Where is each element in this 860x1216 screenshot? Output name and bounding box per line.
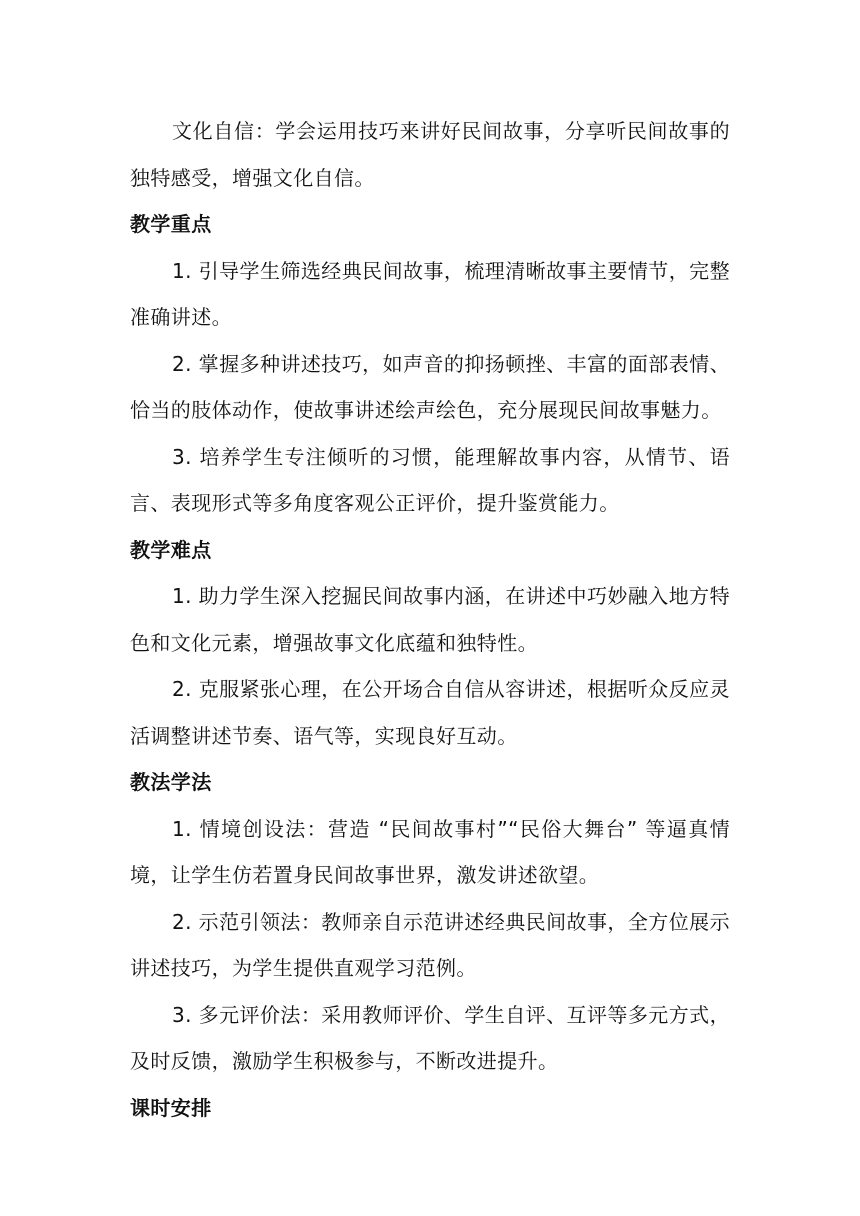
section-heading-difficulties: 教学难点 [130, 537, 212, 562]
difficulty-2: 2. 克服紧张心理，在公开场合自信从容讲述，根据听众反应灵活调整讲述节奏、语气等，实现良好互动。 [130, 677, 730, 748]
section-heading-schedule: 课时安排 [130, 1095, 212, 1120]
method-1: 1. 情境创设法：营造 “民间故事村”“民俗大舞台” 等逼真情境，让学生仿若置身民间故事世界，激发讲述欲望。 [130, 816, 730, 887]
section-heading-methods: 教法学法 [130, 770, 212, 794]
key-point-2: 2. 掌握多种讲述技巧，如声音的抑扬顿挫、丰富的面部表情、恰当的肢体动作，使故事讲述绘声绘色，充分展现民间故事魅力。 [130, 351, 730, 422]
difficulty-1: 1. 助力学生深入挖掘民间故事内涵，在讲述中巧妙融入地方特色和文化元素，增强故事文化底蕴和独特性。 [130, 584, 730, 655]
section-heading-key-points: 教学重点 [130, 212, 212, 236]
intro-paragraph: 文化自信：学会运用技巧来讲好民间故事，分享听民间故事的独特感受，增强文化自信。 [130, 119, 730, 190]
method-2: 2. 示范引领法：教师亲自示范讲述经典民间故事，全方位展示讲述技巧，为学生提供直观学习范例。 [130, 909, 730, 980]
key-point-1: 1. 引导学生筛选经典民间故事，梳理清晰故事主要情节，完整准确讲述。 [130, 258, 730, 329]
method-3: 3. 多元评价法：采用教师评价、学生自评、互评等多元方式，及时反馈，激励学生积极参与，不断改进提升。 [130, 1002, 730, 1073]
document-body [130, 108, 730, 1131]
key-point-3: 3. 培养学生专注倾听的习惯，能理解故事内容，从情节、语言、表现形式等多角度客观公正评价，提升鉴赏能力。 [130, 444, 730, 515]
